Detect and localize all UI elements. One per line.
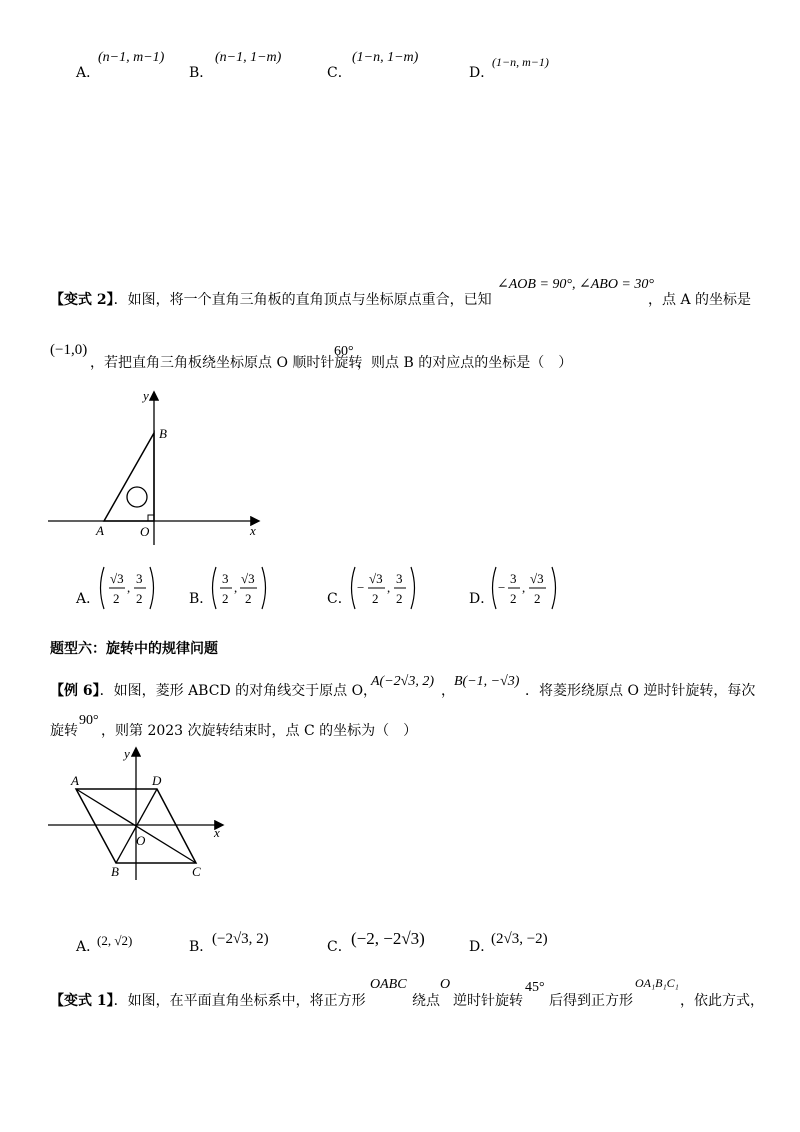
example6-tail: ．将菱形绕原点 O 逆时针旋转，每次 bbox=[525, 683, 756, 699]
fig1-label-a: A bbox=[96, 523, 104, 538]
fig2-label-o: O bbox=[136, 833, 146, 848]
variant2-coord-a: (−1,0) bbox=[50, 342, 88, 358]
fig1-label-y: y bbox=[143, 388, 149, 403]
e6-option-b: B． bbox=[189, 939, 214, 955]
option-c-value: (1−n, 1−m) bbox=[352, 50, 419, 65]
svg-text:3: 3 bbox=[510, 571, 517, 586]
option-a-value: (n−1, m−1) bbox=[98, 50, 165, 65]
svg-text:,: , bbox=[234, 580, 238, 595]
v2-option-b: B． bbox=[189, 591, 214, 607]
v2-option-d-value bbox=[488, 565, 560, 611]
fig2-label-a: A bbox=[71, 773, 79, 788]
v2-option-c: C． bbox=[327, 591, 352, 607]
variant2-intro: ．如图，将一个直角三角板的直角顶点与坐标原点重合，已知 bbox=[113, 292, 492, 308]
right-angle-mark bbox=[148, 515, 154, 521]
variant1-t5: ，依此方式， bbox=[680, 993, 764, 1009]
example6-angle: 90° bbox=[79, 713, 99, 728]
variant1-t2: 绕点 bbox=[412, 993, 440, 1009]
v2-option-b-value bbox=[208, 565, 270, 611]
option-d: D． bbox=[469, 65, 495, 81]
variant1-t4: 后得到正方形 bbox=[549, 993, 633, 1009]
variant1-square: OABC bbox=[370, 977, 407, 992]
variant1-t3: 逆时针旋转 bbox=[453, 993, 523, 1009]
variant1-tag: 【变式 1】 bbox=[50, 993, 114, 1009]
fig1-label-o: O bbox=[140, 524, 150, 539]
fig1-label-x: x bbox=[250, 523, 256, 538]
triangle-shape bbox=[104, 433, 154, 521]
svg-text:2: 2 bbox=[396, 591, 403, 606]
fig2-label-b: B bbox=[111, 864, 119, 879]
svg-text:√3: √3 bbox=[369, 571, 383, 586]
variant2-given: ∠AOB = 90°, ∠ABO = 30° bbox=[497, 277, 654, 292]
option-a: A． bbox=[76, 65, 101, 81]
section-title: 题型六：旋转中的规律问题 bbox=[50, 641, 218, 657]
fig2-label-x: x bbox=[214, 825, 220, 840]
svg-text:2: 2 bbox=[245, 591, 252, 606]
v2-option-d: D． bbox=[469, 591, 495, 607]
svg-text:2: 2 bbox=[136, 591, 143, 606]
svg-text:,: , bbox=[387, 580, 391, 595]
variant2-tail: ，点 A 的坐标是 bbox=[648, 292, 752, 308]
triangle-hole bbox=[127, 487, 147, 507]
e6-option-c: C． bbox=[327, 939, 352, 955]
option-b-value: (n−1, 1−m) bbox=[215, 50, 282, 65]
variant1-angle: 45° bbox=[525, 980, 545, 995]
example6-line1: 【例 6】．如图，菱形 ABCD 的对角线交于原点 O， bbox=[50, 683, 378, 699]
variant2-angle: 60° bbox=[334, 344, 354, 359]
option-c: C． bbox=[327, 65, 352, 81]
variant2-line1 bbox=[50, 289, 492, 309]
example6-sep: ， bbox=[441, 683, 455, 699]
example6-tag: 【例 6】 bbox=[50, 683, 100, 699]
svg-text:−: − bbox=[357, 580, 365, 595]
svg-text:2: 2 bbox=[222, 591, 229, 606]
example6-point-a: A(−2√3, 2) bbox=[371, 674, 435, 689]
v2-option-a: A． bbox=[76, 591, 101, 607]
svg-text:2: 2 bbox=[510, 591, 517, 606]
v2-option-a-value bbox=[96, 565, 158, 611]
variant2-line2b: ，则点 B 的对应点的坐标是（ ） bbox=[357, 355, 573, 371]
fig2-label-c: C bbox=[192, 864, 201, 879]
svg-text:3: 3 bbox=[222, 571, 229, 586]
svg-text:√3: √3 bbox=[241, 571, 255, 586]
variant2-tag: 【变式 2】 bbox=[50, 292, 114, 308]
example6-line2b: ，则第 2023 次旋转结束时，点 C 的坐标为（ ） bbox=[101, 723, 418, 739]
fig2-label-d: D bbox=[152, 773, 162, 788]
e6-option-d-value: (2√3, −2) bbox=[491, 931, 548, 947]
svg-text:√3: √3 bbox=[530, 571, 544, 586]
svg-text:3: 3 bbox=[136, 571, 143, 586]
e6-option-a-value: (2, √2) bbox=[97, 933, 133, 948]
option-d-value: (1−n, m−1) bbox=[492, 55, 549, 69]
rhombus-figure bbox=[40, 745, 240, 880]
option-b: B． bbox=[189, 65, 214, 81]
e6-option-a: A． bbox=[76, 939, 101, 955]
svg-text:√3: √3 bbox=[110, 571, 124, 586]
example6-point-b: B(−1, −√3) bbox=[454, 674, 520, 689]
v2-option-c-value bbox=[347, 565, 419, 611]
svg-text:,: , bbox=[127, 580, 131, 595]
e6-option-b-value: (−2√3, 2) bbox=[212, 931, 269, 947]
svg-text:2: 2 bbox=[113, 591, 120, 606]
e6-option-c-value: (−2, −2√3) bbox=[351, 929, 425, 948]
variant2-line2: ，若把直角三角板绕坐标原点 O 顺时针旋转 bbox=[90, 355, 363, 371]
svg-text:2: 2 bbox=[372, 591, 379, 606]
example6-line2a: 旋转 bbox=[50, 723, 78, 739]
fig1-label-b: B bbox=[159, 426, 167, 441]
svg-text:,: , bbox=[522, 580, 526, 595]
svg-text:2: 2 bbox=[534, 591, 541, 606]
variant1-line1: 【变式 1】．如图，在平面直角坐标系中，将正方形 bbox=[50, 993, 366, 1009]
svg-text:−: − bbox=[498, 580, 506, 595]
svg-text:3: 3 bbox=[396, 571, 403, 586]
fig2-label-y: y bbox=[124, 746, 130, 761]
variant1-o: O bbox=[440, 977, 451, 992]
triangle-figure bbox=[40, 385, 270, 545]
variant1-square2: OA₁B₁C₁ bbox=[635, 976, 679, 990]
e6-option-d: D． bbox=[469, 939, 495, 955]
